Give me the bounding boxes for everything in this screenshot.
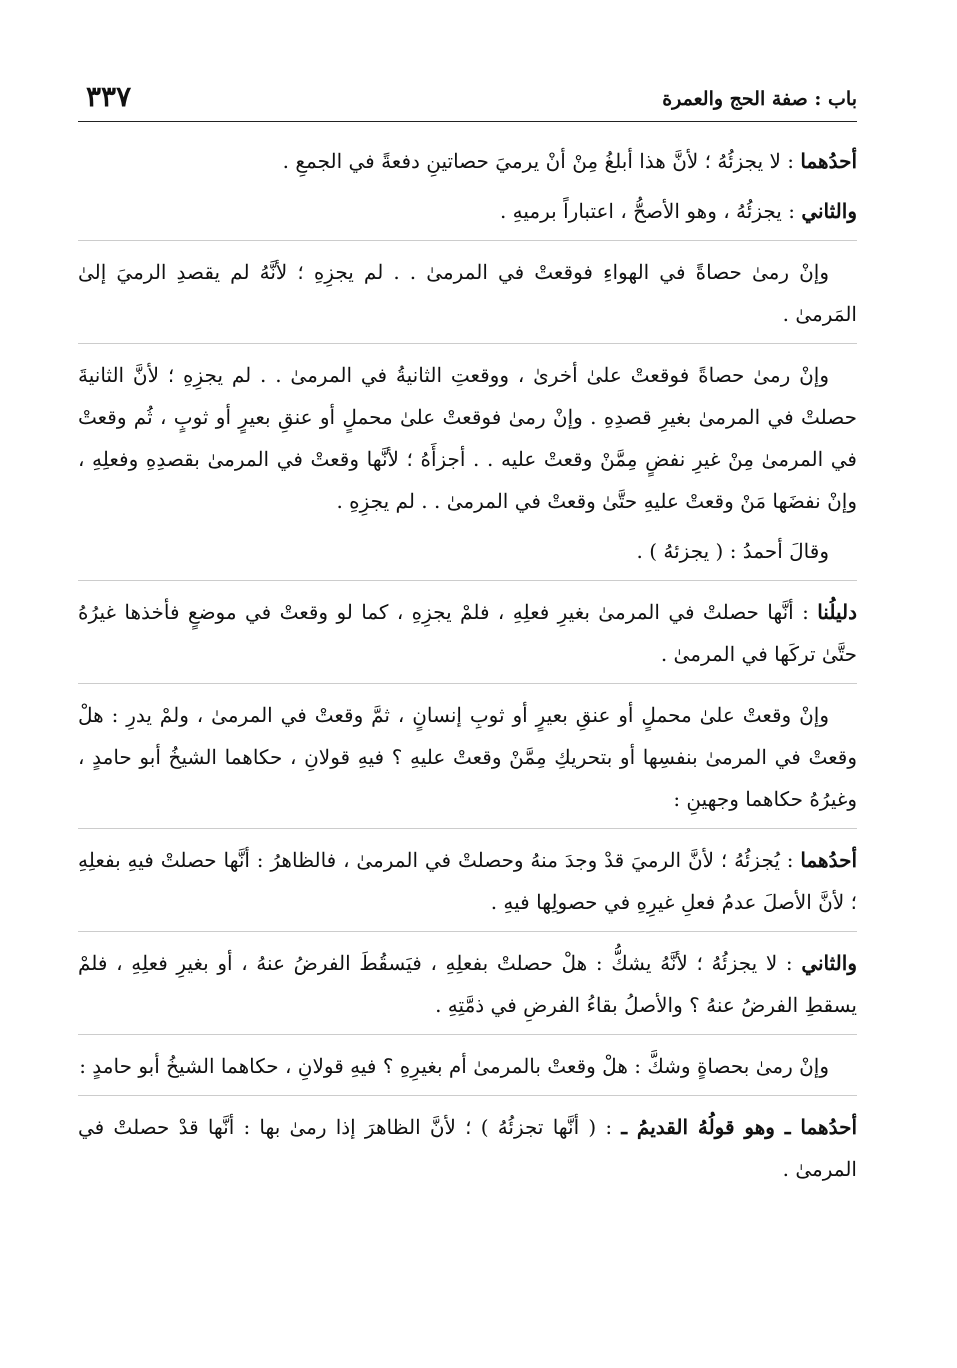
paragraph-lead: أحدُهما ـ وهو قولُهُ القديمُ ـ (621, 1115, 857, 1139)
page-body (78, 140, 857, 1198)
paragraph (78, 1106, 857, 1190)
paragraph-text: : يجزئُهُ ، وهو الأصحُّ ، اعتباراً برميهِ . (499, 199, 802, 223)
paragraph-text: وإنْ رمىٰ حصاةً فوقعتْ علىٰ أخرىٰ ، ووقعتِ الثانيةُ في المرمىٰ . . لم يجزِهِ ؛ لأنَّ الثانيةَ حصلتْ في المرمىٰ بغيرِ قصدِهِ . وإنْ رمىٰ فوقعتْ علىٰ محملٍ أو عنقِ بعيرٍ أو ثوبٍ ، ثُم وقعتْ في المرمىٰ مِنْ غيرِ نفضٍ مِمَّنْ وقعتْ عليه . . أجزأَهُ ؛ لأنَّها وقعتْ في المرمىٰ بقصدِهِ وفعلِهِ ، وإنْ نفضَها مَنْ وقعتْ عليهِ حتَّىٰ وقعتْ في المرمىٰ . . لم يجزِهِ . (78, 363, 857, 513)
paragraph-text: : لا يجزئُهُ ؛ لأنَّ هذا أبلغُ مِنْ أنْ يرميَ حصاتينِ دفعةً في الجمعِ . (282, 149, 801, 173)
paragraph (78, 190, 857, 232)
divider (78, 240, 857, 241)
paragraph (78, 251, 857, 335)
paragraph-text: : أنَّها حصلتْ في المرمىٰ بغيرِ فعلِهِ ، فلمْ يجزِهِ ، كما لو وقعتْ في موضعٍ فأخذها غيرُهُ حتَّىٰ تركَها في المرمىٰ . (78, 600, 857, 666)
paragraph-text: : يُجزئُهُ ؛ لأنَّ الرميَ قدْ وجدَ منهُ وحصلتْ في المرمىٰ ، فالظاهرُ : أنَّها حصلتْ فيهِ بفعلِهِ ؛ لأنَّ الأصلَ عدمُ فعلِ غيرِهِ في حصولِها فيهِ . (78, 848, 857, 914)
divider (78, 580, 857, 581)
paragraph-text: : ( أنَّها تجزئُهُ ) ؛ لأنَّ الظاهرَ إذا رمىٰ بها : أنَّها قدْ حصلتْ في المرمىٰ . (78, 1115, 857, 1181)
paragraph (78, 140, 857, 182)
paragraph-lead: أحدُهما (800, 149, 857, 173)
divider (78, 1034, 857, 1035)
paragraph (78, 530, 857, 572)
header-rule (78, 121, 857, 122)
paragraph (78, 591, 857, 675)
paragraph-text: وإنْ رمىٰ حصاةً في الهواءِ فوقعتْ في المرمىٰ . . لم يجزِهِ ؛ لأنَّهُ لم يقصدِ الرميَ إلىٰ المَرمىٰ . (78, 260, 857, 326)
divider (78, 343, 857, 344)
paragraph-lead: والثاني (801, 199, 857, 223)
divider (78, 931, 857, 932)
page-number: ٣٣٧ (86, 80, 132, 113)
paragraph (78, 839, 857, 923)
paragraph-text: وإنْ رمىٰ بحصاةٍ وشكَّ : هلْ وقعتْ بالمرمىٰ أم بغيرِهِ ؟ فيهِ قولانِ ، حكاهما الشيخُ أبو حامدٍ : (79, 1054, 829, 1078)
paragraph-text: : لا يجزئُهُ ؛ لأنَّهُ يشكُّ : هلْ حصلتْ بفعلِهِ ، فيَسقُطَ الفرضُ عنهُ ، أو بغيرِ فعلِهِ ، فلمْ يسقطِ الفرضُ عنهُ ؟ والأصلُ بقاءُ الفرضِ في ذمَّتِهِ . (78, 951, 857, 1017)
divider (78, 828, 857, 829)
divider (78, 1095, 857, 1096)
divider (78, 683, 857, 684)
paragraph (78, 1045, 857, 1087)
paragraph-lead: دليلُنا (817, 600, 857, 624)
paragraph-lead: والثاني (801, 951, 857, 975)
paragraph (78, 694, 857, 820)
chapter-title: باب : صفة الحج والعمرة (662, 88, 857, 110)
paragraph-text: وقالَ أحمدُ : ( يجزئهُ ) . (636, 539, 829, 563)
page-header (78, 82, 857, 122)
paragraph-lead: أحدُهما (800, 848, 857, 872)
paragraph-text: وإنْ وقعتْ علىٰ محملٍ أو عنقِ بعيرٍ أو ثوبِ إنسانٍ ، ثمَّ وقعتْ في المرمىٰ ، ولمْ يدرِ : هلْ وقعتْ في المرمىٰ بنفسِها أو بتحريكِ مِمَّنْ وقعتْ عليهِ ؟ فيهِ قولانِ ، حكاهما الشيخُ أبو حامدٍ ، وغيرُهُ حكاهما وجهينِ : (78, 703, 857, 811)
paragraph (78, 354, 857, 522)
paragraph (78, 942, 857, 1026)
